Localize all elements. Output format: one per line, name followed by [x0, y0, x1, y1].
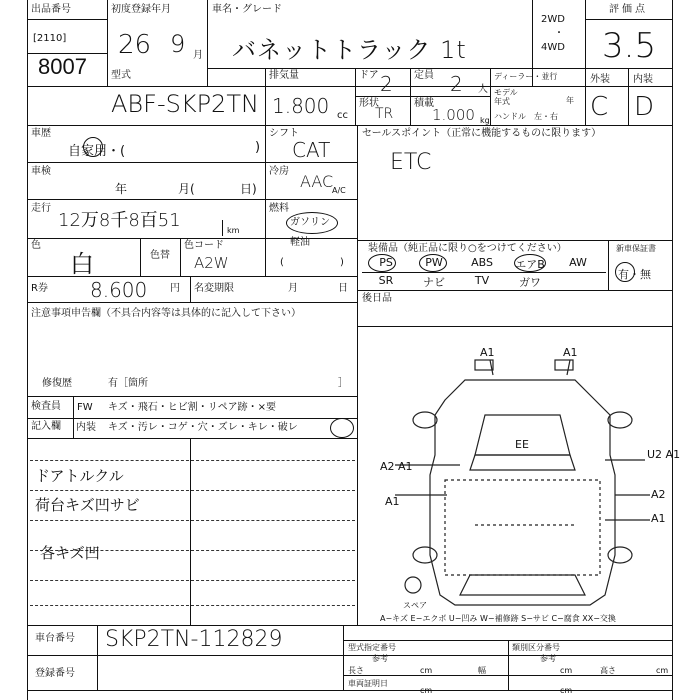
circle-mark [286, 212, 338, 234]
equipment-item: PS [379, 256, 393, 269]
rule [672, 0, 673, 700]
rule [608, 240, 609, 290]
color-code: A2W [194, 254, 229, 272]
note-line [30, 460, 355, 461]
note-line [30, 605, 355, 606]
diagram-mark: A2 [651, 488, 666, 501]
displacement-label: 排気量 [269, 70, 299, 81]
width-label: 幅 [478, 666, 486, 675]
rear-seat-label: 後日品 [362, 293, 392, 304]
equipment-item: AW [569, 256, 587, 269]
rule [27, 19, 107, 20]
inspector-label-1: 検査員 [31, 401, 61, 412]
rule [357, 240, 672, 241]
rule [357, 290, 672, 291]
interior-grade: D [634, 92, 655, 122]
rule [27, 438, 357, 439]
shift-label: シフト [269, 128, 299, 139]
recycle-unit: 円 [170, 283, 180, 294]
rule [343, 625, 344, 690]
registration-month-unit: 月 [193, 50, 203, 61]
rule [140, 238, 141, 276]
model-label: 型式 [111, 70, 131, 81]
color-label: 色 [31, 240, 41, 251]
history-close: ) [255, 140, 261, 155]
rule [207, 68, 672, 69]
capacity-value: 2 [450, 72, 463, 96]
rule [362, 272, 606, 273]
equipment-row-2 [362, 274, 606, 290]
rule [27, 0, 28, 700]
mileage-label: 走行 [31, 203, 51, 214]
model-value: ABF-SKP2TN [111, 90, 259, 118]
remark-line-3: 各キズ凹 [40, 544, 100, 562]
inspector-inside: 内装 [76, 422, 96, 433]
inspector-row-2: キズ・汚レ・コゲ・穴・ズレ・キレ・破レ [108, 422, 298, 433]
reg-date-unit: cm [420, 686, 433, 695]
model-spec-label: 型式指定番号 [348, 643, 396, 652]
doors-label: ドア [359, 70, 379, 81]
aircon-circled: A/C [332, 186, 346, 195]
interior-label: 内装 [633, 74, 653, 85]
notes-label: 注意事項申告欄（不具合内容等は具体的に記入して下さい） [31, 308, 301, 319]
rule [27, 302, 357, 303]
diagram-mark: スペア [403, 601, 427, 610]
car-name-value: バネットトラック 1t [232, 36, 467, 64]
equipment-item: PW [425, 256, 443, 269]
color-code-label: 色コード [184, 240, 224, 251]
sales-point-label: セールスポイント（正常に機能するものに限ります） [362, 128, 602, 139]
rule [107, 0, 108, 86]
car-diagram [375, 340, 681, 625]
drive-dot: ・ [554, 28, 564, 39]
length-label: 長さ [348, 666, 364, 675]
rule [628, 68, 629, 125]
displacement-value: 1.800 [272, 94, 330, 118]
color-change-label: 色替 [150, 250, 170, 261]
inspection-label: 車検 [31, 166, 51, 177]
rule [27, 418, 357, 419]
exterior-grade: C [590, 92, 609, 122]
note-line [30, 490, 355, 491]
load-value: 1.000 [432, 106, 475, 124]
handle-label: ハンドル [494, 112, 526, 121]
chassis-label: 車台番号 [35, 633, 75, 644]
circle-mark [83, 137, 103, 157]
diagram-mark: EE [515, 438, 529, 451]
doors-value: 2 [380, 72, 393, 96]
note-line [30, 580, 355, 581]
history-value: 自家用・( [68, 144, 126, 159]
rule [190, 276, 191, 302]
mileage-value: 12万8千8百51 [58, 210, 181, 231]
height-unit: cm [656, 666, 669, 675]
width-unit: cm [560, 666, 573, 675]
circle-mark [514, 254, 546, 272]
reg-date-label: 車両証明日 [348, 679, 388, 688]
displacement-unit: cc [337, 110, 348, 121]
diagram-mark: A1 [563, 346, 578, 359]
inspection-year: 年 [115, 182, 128, 196]
height-label: 高さ [600, 666, 616, 675]
car-name-label: 車名・グレード [212, 4, 282, 15]
rule [73, 396, 74, 438]
rule [27, 655, 672, 656]
inspector-label-2: 記入欄 [31, 421, 61, 432]
load-unit: kg [480, 116, 490, 125]
rule [27, 125, 672, 126]
registration-month: 9 [170, 30, 186, 58]
rule [27, 690, 672, 691]
registration-label: 初度登録年月 [111, 4, 171, 15]
inspection-day: 日) [240, 182, 257, 196]
equipment-row-1 [362, 256, 606, 272]
rule [508, 640, 509, 690]
lot-number: 8007 [38, 54, 87, 79]
aircon-value: AAC [300, 172, 334, 191]
rule [27, 162, 357, 163]
circle-mark [615, 262, 635, 282]
deadline-month: 月 [288, 283, 298, 294]
grade-label: 評価点 [609, 4, 648, 15]
legend: A−キズ E−エクボ U−凹み W−補修跡 S−サビ C−腐食 XX−交換 [380, 614, 616, 623]
rule [27, 625, 672, 626]
handle-options: 左・右 [534, 112, 558, 121]
capacity-unit: 人 [478, 84, 488, 95]
recycle-value: 8.600 [90, 278, 148, 302]
drive-2wd: 2WD [541, 14, 565, 25]
circle-mark [419, 254, 447, 272]
rule [190, 438, 191, 625]
equipment-item: エアB [515, 258, 545, 271]
reg-date-unit-2: cm [560, 686, 573, 695]
rule [585, 19, 672, 20]
shape-label: 形状 [359, 98, 379, 109]
reference-label: 参考 [372, 654, 388, 663]
rule [207, 0, 208, 86]
length-unit: cm [420, 666, 433, 675]
model-year-unit: 年 [566, 96, 574, 105]
rule [357, 125, 358, 625]
repair-close: ］ [338, 378, 348, 389]
reference-label-2: 参考 [540, 654, 556, 663]
remark-line-1: ドアトルクル [35, 467, 124, 485]
rule [222, 220, 223, 236]
equipment-item: SR [378, 274, 394, 287]
warranty-value: 有・無 [618, 268, 651, 281]
rule [27, 199, 357, 200]
rule [355, 96, 490, 97]
category-label: 類別区分番号 [512, 643, 560, 652]
rule [490, 68, 491, 125]
registration-year: 26 [118, 30, 152, 60]
capacity-label: 定員 [414, 70, 434, 81]
recycle-label: R券 [31, 283, 48, 294]
sales-point-value: ETC [390, 150, 432, 175]
circle-mark [368, 254, 396, 272]
remark-line-2: 荷台キズ凹サビ [35, 496, 140, 514]
dealer-label: ディーラー・並行 [494, 72, 558, 81]
rule [27, 86, 672, 87]
rule [27, 396, 357, 397]
deadline-day: 日 [338, 283, 348, 294]
lot-label: 出品番号 [31, 4, 71, 15]
fuel-paren-open: ( [280, 257, 284, 268]
equipment-item: ガワ [519, 276, 541, 289]
deadline-label: 名変期限 [194, 283, 234, 294]
load-label: 積載 [414, 98, 434, 109]
lot-code: [2110] [33, 33, 67, 44]
inspector-row-1: キズ・飛石・ヒビ割・リペア跡・×要 [108, 402, 276, 413]
rule [97, 625, 98, 690]
mileage-unit: km [227, 226, 240, 235]
grade-value: 3.5 [602, 26, 657, 66]
color-value: 白 [70, 250, 94, 278]
diagram-mark: U2 A1 [647, 448, 681, 461]
equipment-item: TV [474, 274, 490, 287]
fuel-label: 燃料 [269, 203, 289, 214]
diagram-mark: A2 A1 [380, 460, 413, 473]
fuel-gasoline: ガソリン [290, 217, 330, 228]
rule [180, 238, 181, 276]
repair-value: 有［箇所 [108, 378, 148, 389]
drive-4wd: 4WD [541, 42, 565, 53]
inspector-fw: FW [77, 402, 93, 413]
rule [265, 68, 266, 125]
fuel-paren-close: ) [340, 257, 344, 268]
shape-value: TR [375, 106, 394, 122]
rule [357, 326, 672, 327]
shift-value: CAT [292, 138, 331, 162]
repair-label: 修復歴 [42, 378, 72, 389]
warranty-label: 新車保証書 [616, 244, 656, 253]
diagram-mark: A1 [480, 346, 495, 359]
reg-number-label: 登録番号 [35, 668, 75, 679]
circle-mark [330, 418, 354, 438]
rule [265, 125, 266, 276]
aircon-label: 冷房 [269, 166, 289, 177]
fuel-diesel: 軽油 [290, 237, 310, 248]
exterior-label: 外装 [590, 74, 610, 85]
diagram-mark: A1 [651, 512, 666, 525]
chassis-value: SKP2TN-112829 [105, 627, 283, 652]
diagram-mark: A1 [385, 495, 400, 508]
equipment-label: 装備品（純正品に限り○をつけてください） [368, 243, 567, 254]
inspection-month: 月( [178, 182, 195, 196]
model-year-label: モデル年式 [494, 88, 518, 106]
equipment-item: ナビ [423, 276, 445, 289]
note-line [30, 520, 355, 521]
history-label: 車歴 [31, 128, 51, 139]
equipment-item: ABS [471, 256, 493, 269]
